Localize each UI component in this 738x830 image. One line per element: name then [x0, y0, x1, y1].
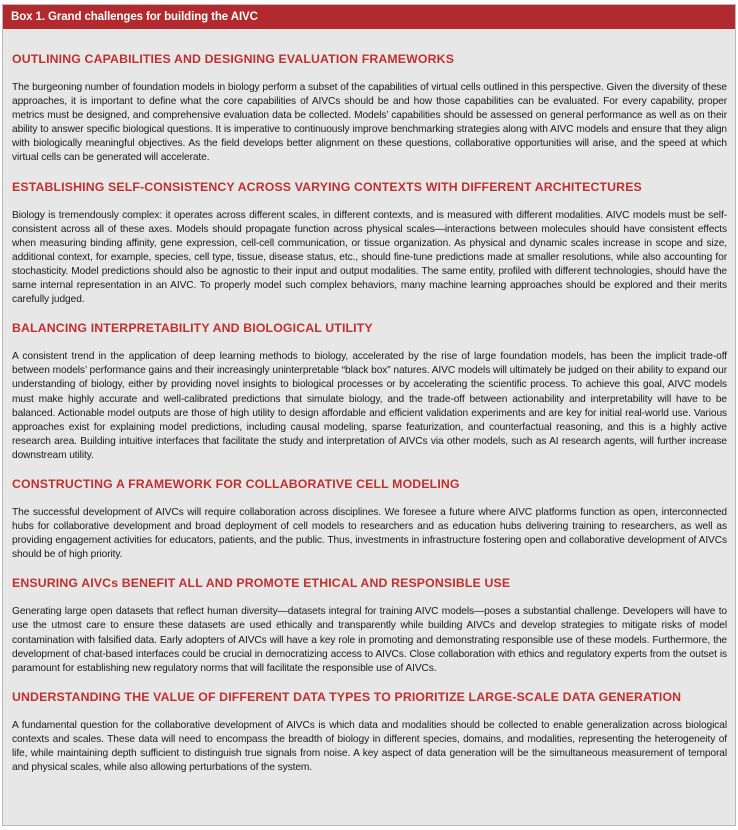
- sections-container: [3, 51, 735, 775]
- section-heading-capabilities: OUTLINING CAPABILITIES AND DESIGNING EVALUATION FRAMEWORKS: [12, 52, 455, 66]
- section-body-self-consistency: Biology is tremendously complex: it operates across different scales, in different contexts, and is measured with different modalities. AIVC models must be self-consistent across all of these axes. Models should propagate function across physical scales—interactions between molecules should have consistent effects when measuring binding affinity, gene expression, cell-cell communication, or tissue organization. As physical and dynamic scales increase in scope and size, additional context, for example, species, cell type, tissue, disease status, etc., should fine-tune predictions made at smaller resolutions, while also accounting for stochasticity. Model predictions should also be agnostic to their input and output modalities. The same entity, profiled with different technologies, should have the same internal representation in an AIVC. To properly model such complex behaviors, many machine learning approaches should be explored and their merits carefully judged.: [12, 209, 727, 306]
- section-heading-data-types: UNDERSTANDING THE VALUE OF DIFFERENT DATA TYPES TO PRIORITIZE LARGE-SCALE DATA GENERATION: [12, 689, 682, 704]
- grand-challenges-box: [2, 4, 736, 826]
- section-body-interpretability: A consistent trend in the application of deep learning methods to biology, accelerated by the rise of large foundation models, has been the implicit trade-off between models’ performance gains and their increasingly uninterpretable “black box” natures. AIVC models will ultimately be judged on their ability to expand our understanding of biology, either by providing novel insights to biological processes or by accelerating the scientific process. To achieve this goal, AIVC models must make highly accurate and well-calibrated predictions that simulate biology, and the trade-off between actionability and interpretability will have to be balanced. Actionable model outputs are those of high utility to design affordable and efficient validation experiments and are key for initial real-world use. Various approaches exist for explaining model predictions, including causal modeling, sparse featurization, and counterfactual reasoning, and this is a highly active research area. Building intuitive interfaces that facilitate the study and interpretation of AIVCs via other models, such as AI research agents, will further increase downstream utility.: [12, 351, 727, 461]
- section-heading-interpretability: BALANCING INTERPRETABILITY AND BIOLOGICAL UTILITY: [12, 321, 373, 336]
- section-body-capabilities: The burgeoning number of foundation models in biology perform a subset of the capabilities of virtual cells outlined in this perspective. Given the diversity of these approaches, it is important to define what the core capabilities of AIVCs should be and how those capabilities can be evaluated. For every capability, proper metrics must be designed, and comprehensive evaluation data be collected. Models’ capabilities should be assessed on general performance as well as on their ability to answer specific biological questions. It is imperative to continuously improve benchmarking strategies along with AIVC models and ensure that they align with biologically meaningful objectives. As the field develops better alignment on these questions, collaborative opportunities will arise, and the speed at which virtual cells can be generated will accelerate.: [12, 82, 727, 164]
- section-body-collaborative: The successful development of AIVCs will require collaboration across disciplines. We foresee a future where AIVC platforms function as open, interconnected hubs for collaborative development and broad deployment of cell models to researchers and as education hubs delivering training to researchers, as well as providing engagement activities for educators, patients, and the public. Thus, investments in infrastructure fostering open and collaborative development of AIVCs should be of high priority.: [12, 506, 727, 561]
- section-body-ethical: Generating large open datasets that reflect human diversity—datasets integral for training AIVC models—poses a substantial challenge. Developers will have to use the utmost care to ensure these datasets are used ethically and transparently while building AIVCs and develop strategies to mitigate risks of model contamination with falsified data. Early adopters of AIVCs will have a key role in promoting and demonstrating responsible use of these models. Furthermore, the development of chat-based interfaces could be crucial in democratizing access to AIVCs. Close collaboration with ethics and regulatory experts from the outset is paramount for establishing new regulatory norms that will facilitate the responsible use of AIVCs.: [12, 606, 727, 674]
- section-body-data-types: A fundamental question for the collaborative development of AIVCs is which data and modalities should be collected to enable generalization across biological contexts and scales. These data will need to encompass the breadth of biology in different species, domains, and modalities, representing the heterogeneity of life, while maintaining depth sufficient to distinguish true signals from noise. A key aspect of data generation will be the simultaneous measurement of temporal and physical scales, while also allowing perturbations of the system.: [12, 719, 727, 774]
- section-heading-ethical: ENSURING AIVCs BENEFIT ALL AND PROMOTE ETHICAL AND RESPONSIBLE USE: [12, 576, 511, 591]
- box-title: Box 1. Grand challenges for building the AIVC: [3, 5, 735, 29]
- section-heading-self-consistency: ESTABLISHING SELF-CONSISTENCY ACROSS VARYING CONTEXTS WITH DIFFERENT ARCHITECTURES: [12, 179, 642, 194]
- section-heading-collaborative: CONSTRUCTING A FRAMEWORK FOR COLLABORATIVE CELL MODELING: [12, 476, 460, 491]
